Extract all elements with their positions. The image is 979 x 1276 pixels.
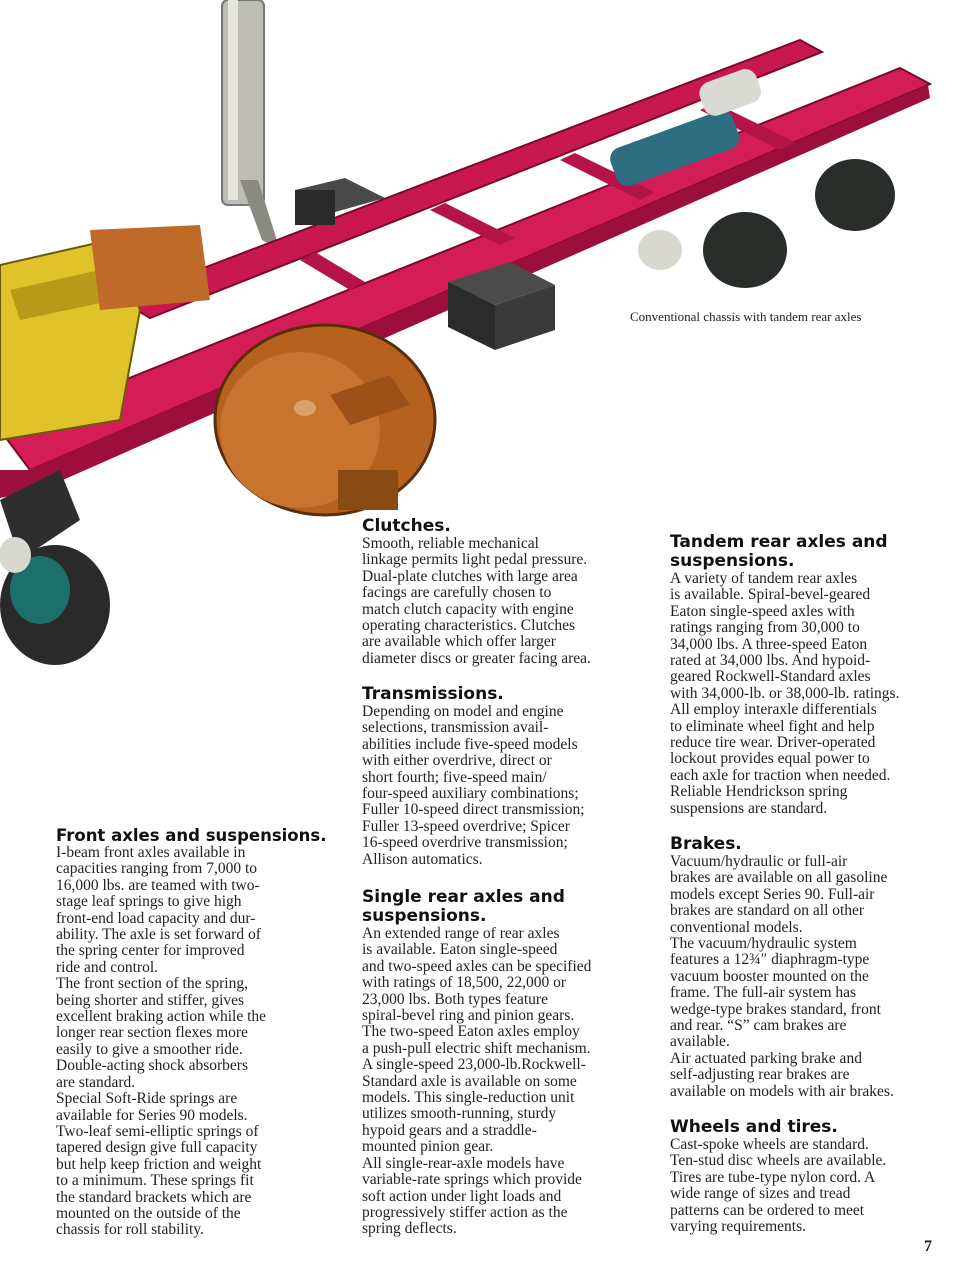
page-number: 7: [924, 1238, 932, 1255]
rear-axle-hub-2: [815, 159, 895, 231]
section-body: Depending on model and engine selections, transmission avail- abilities include five-speed models with either overdrive, direct or short fourth; five-speed main/ four-speed auxiliary combinations; Fuller 10-speed direct transmission; Fuller 13-speed overdrive; Spicer 16-speed overdrive transmission; Allison automatics.: [362, 703, 585, 868]
section-tandem-rear-axles: [670, 533, 950, 817]
section-title: Clutches.: [362, 516, 451, 536]
section-title: Brakes.: [670, 834, 742, 854]
section-title: Single rear axles and suspensions.: [362, 887, 565, 926]
section-body: A variety of tandem rear axles is available. Spiral-bevel-geared Eaton single-speed axles with ratings ranging from 30,000 to 34,000 lbs. A three-speed Eaton rated at 34,000 lbs. And hypoid- geared Rockwell-Standard axles with 34,000-lb. or 38,000-lb. ratings. All employ interaxle differentials to eliminate wheel fight and help reduce tire wear. Driver-operated lockout provides equal power to each axle for traction when needed. Reliable Hendrickson spring suspensions are standard.: [670, 570, 900, 817]
section-title: Transmissions.: [362, 684, 504, 704]
section-transmissions: [362, 685, 642, 868]
section-body: Vacuum/hydraulic or full-air brakes are available on all gasoline models except Series 90. Full-air brakes are standard on all other conventional models. The vacuum/hydraulic system features a 12¾″ diaphragm-type vacuum booster mounted on the frame. The full-air system has wedge-type brakes standard, front and rear. “S” cam brakes are available. Air actuated parking brake and self-adjusting rear brakes are available on models with air brakes.: [670, 853, 894, 1100]
section-single-rear-axles: [362, 888, 642, 1238]
section-body: Cast-spoke wheels are standard. Ten-stud disc wheels are available. Tires are tube-type nylon cord. A wide range of sizes and tread patterns can be ordered to meet varying requirements.: [670, 1136, 887, 1236]
figure-caption: Conventional chassis with tandem rear axles: [630, 309, 862, 324]
section-brakes: [670, 835, 950, 1100]
section-title: Wheels and tires.: [670, 1117, 838, 1137]
section-body: An extended range of rear axles is available. Eaton single-speed and two-speed axles can be specified with ratings of 18,500, 22,000 or 23,000 lbs. Both types feature spiral-bevel ring and pinion gears. The two-speed Eaton axles employ a push-pull electric shift mechanism. A single-speed 23,000-lb.Rockwell- Standard axle is available on some models. This single-reduction unit utilizes smooth-running, sturdy hypoid gears and a straddle- mounted pinion gear. All single-rear-axle models have variable-rate springs which provide soft action under light loads and progressively stiffer action as the spring deflects.: [362, 925, 592, 1238]
section-clutches: [362, 517, 642, 667]
section-wheels-tires: [670, 1118, 950, 1235]
section-front-axles: [56, 826, 356, 1239]
section-body: I-beam front axles available in capacities ranging from 7,000 to 16,000 lbs. are teamed with two- stage leaf springs to give high front-end load capacity and dur- ability. The axle is set forward of the spring center for improved ride and control. The front section of the spring, being shorter and stiffer, gives excellent braking action while the longer rear section flexes more easily to give a smoother ride. Double-acting shock absorbers are standard. Special Soft-Ride springs are available for Series 90 models. Two-leaf semi-elliptic springs of tapered design give full capacity but help keep friction and weight to a minimum. These springs fit the standard brackets which are mounted on the outside of the chassis for roll stability.: [56, 844, 267, 1239]
section-body: Smooth, reliable mechanical linkage permits light pedal pressure. Dual-plate clutches with large area facings are carefully chosen to match clutch capacity with engine operating characteristics. Clutches are available which offer larger diameter discs or greater facing area.: [362, 535, 591, 667]
section-title: Front axles and suspensions.: [56, 826, 327, 845]
rear-axle-hub-1: [703, 212, 787, 288]
section-title: Tandem rear axles and suspensions.: [670, 532, 888, 571]
